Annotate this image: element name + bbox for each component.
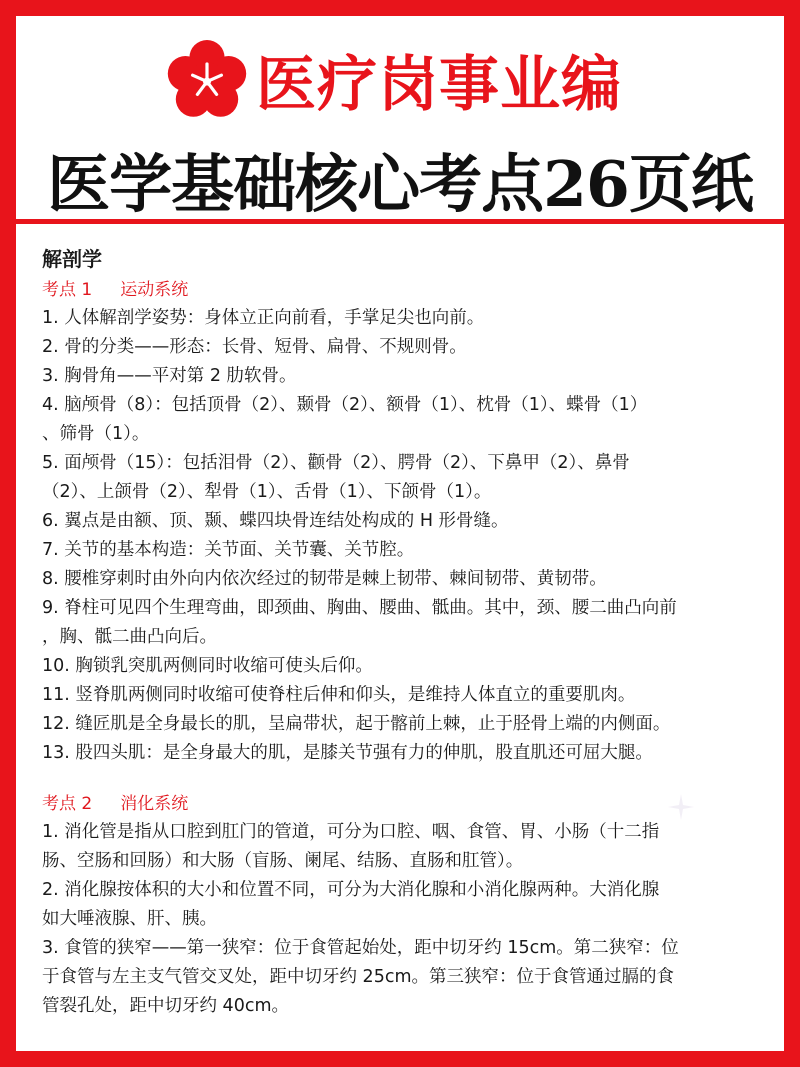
text-line: 2. 消化腺按体积的大小和位置不同，可分为大消化腺和小消化腺两种。大消化腺 xyxy=(42,880,660,900)
text-line: 管裂孔处，距中切牙约 40cm。 xyxy=(42,996,289,1016)
text-line: 13. 股四头肌：是全身最大的肌，是膝关节强有力的伸肌，股直肌还可屈大腿。 xyxy=(42,743,653,763)
section-title: 解剖学 xyxy=(42,247,102,271)
brand xyxy=(164,40,622,120)
text-line: 3. 胸骨角——平对第 2 肋软骨。 xyxy=(42,366,297,386)
spacer xyxy=(42,768,772,790)
brand-title: 医疗岗事业编 xyxy=(256,50,622,120)
text-line: 于食管与左主支气管交叉处，距中切牙约 25cm。第三狭窄：位于食管通过膈的食 xyxy=(42,967,674,987)
topic-name: 消化系统 xyxy=(120,794,189,814)
topic-name: 运动系统 xyxy=(120,280,189,300)
red-flower-icon xyxy=(164,40,250,120)
text-line: 1. 消化管是指从口腔到肛门的管道，可分为口腔、咽、食管、胃、小肠（十二指 xyxy=(42,822,660,842)
text-line: 3. 食管的狭窄——第一狭窄：位于食管起始处，距中切牙约 15cm。第二狭窄：位 xyxy=(42,938,679,958)
text-line: 9. 脊柱可见四个生理弯曲，即颈曲、胸曲、腰曲、骶曲。其中，颈、腰二曲凸向前 xyxy=(42,598,677,618)
header xyxy=(16,16,784,224)
content xyxy=(42,244,772,1021)
text-line: 、筛骨（1）。 xyxy=(42,424,150,444)
text-line: 4. 脑颅骨（8）：包括顶骨（2）、颞骨（2）、额骨（1）、枕骨（1）、蝶骨（1） xyxy=(42,395,648,415)
text-line: 10. 胸锁乳突肌两侧同时收缩可使头后仰。 xyxy=(42,656,373,676)
text-line: 肠、空肠和回肠）和大肠（盲肠、阑尾、结肠、直肠和肛管）。 xyxy=(42,851,524,871)
topic-number: 考点 2 xyxy=(42,794,93,814)
topics xyxy=(42,276,772,1021)
topic-heading xyxy=(42,790,772,818)
text-line: 5. 面颅骨（15）：包括泪骨（2）、颧骨（2）、腭骨（2）、下鼻甲（2）、鼻骨 xyxy=(42,453,630,473)
text-line: 8. 腰椎穿刺时由外向内依次经过的韧带是棘上韧带、棘间韧带、黄韧带。 xyxy=(42,569,607,589)
text-line: 12. 缝匠肌是全身最长的肌，呈扁带状，起于髂前上棘，止于胫骨上端的内侧面。 xyxy=(42,714,671,734)
page-title: 医学基础核心考点26页纸 xyxy=(47,147,753,221)
text-line: ，胸、骶二曲凸向后。 xyxy=(42,627,217,647)
text-line: 2. 骨的分类——形态：长骨、短骨、扁骨、不规则骨。 xyxy=(42,337,467,357)
page-frame xyxy=(16,16,784,1051)
topic-number: 考点 1 xyxy=(42,280,93,300)
text-line: 7. 关节的基本构造：关节面、关节囊、关节腔。 xyxy=(42,540,415,560)
text-line: （2）、上颌骨（2）、犁骨（1）、舌骨（1）、下颌骨（1）。 xyxy=(42,482,492,502)
text-line: 1. 人体解剖学姿势：身体立正向前看，手掌足尖也向前。 xyxy=(42,308,485,328)
topic-heading xyxy=(42,276,772,304)
text-line: 11. 竖脊肌两侧同时收缩可使脊柱后伸和仰头，是维持人体直立的重要肌肉。 xyxy=(42,685,636,705)
text-line: 如大唾液腺、肝、胰。 xyxy=(42,909,217,929)
text-line: 6. 翼点是由额、顶、颞、蝶四块骨连结处构成的 H 形骨缝。 xyxy=(42,511,509,531)
